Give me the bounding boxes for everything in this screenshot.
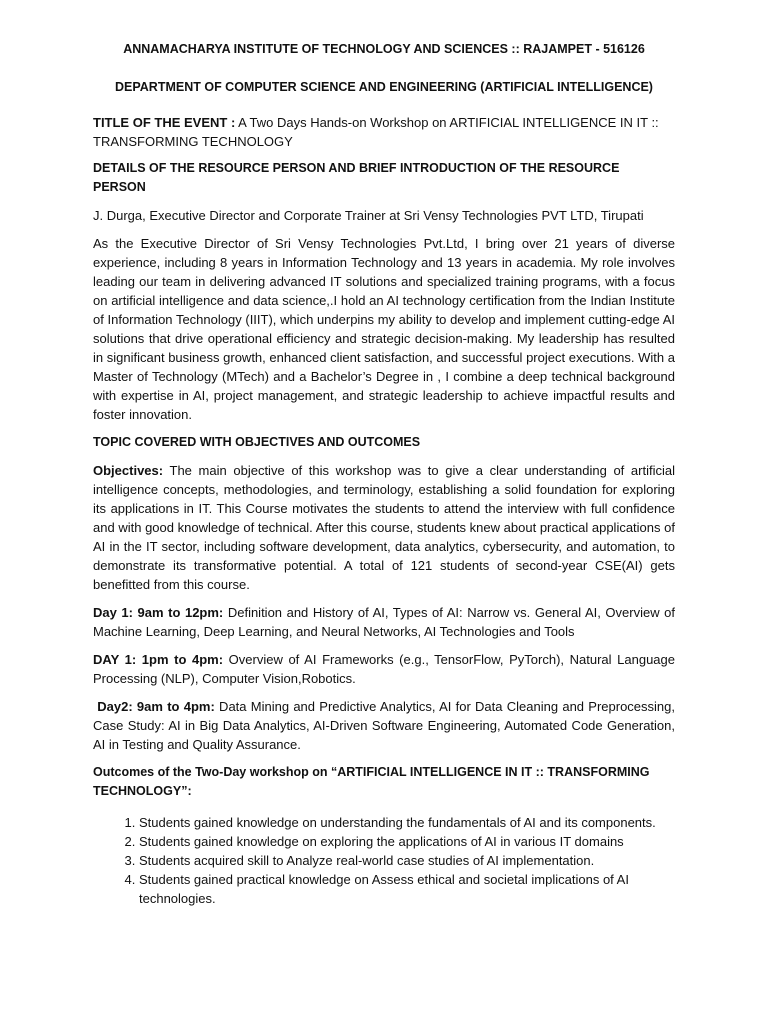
session-label: DAY 1: 1pm to 4pm:: [93, 652, 224, 667]
event-title: A Two Days Hands-on Workshop on ARTIFICIAL INTELLIGENCE IN IT :: TRANSFORMING TECHNOLOGY: [93, 115, 659, 149]
outcome-item: 1. Students gained knowledge on understanding the fundamentals of AI and its components.: [139, 813, 675, 832]
outcome-item: 3. Students acquired skill to Analyze real-world case studies of AI implementation.: [139, 851, 675, 870]
resource-person: J. Durga, Executive Director and Corporate Trainer at Sri Vensy Technologies PVT LTD, Tirupati: [93, 208, 644, 223]
objectives-label: Objectives:: [93, 463, 164, 478]
session-text: Overview of AI Frameworks (e.g., TensorFlow, PyTorch), Natural Language Processing (NLP), Computer Vision,Robotics.: [93, 652, 675, 686]
department-heading: DEPARTMENT OF COMPUTER SCIENCE AND ENGINEERING (ARTIFICIAL INTELLIGENCE): [115, 80, 653, 94]
resource-intro: As the Executive Director of Sri Vensy Technologies Pvt.Ltd, I bring over 21 years of diverse experience, including 8 years in Information Technology and 13 years in academia. My role involves leading our team in delivering advanced IT solutions and specialized training programs, with a focus on artificial intelligence and data science,.I hold an AI technology certification from the Indian Institute of Information Technology (IIIT), which underpins my ability to develop and implement cutting-edge AI solutions that drive operational efficiency and strategic decision-making. My leadership has resulted in significant business growth, enhanced client satisfaction, and successful project executions. With a Master of Technology (MTech) and a Bachelor’s Degree in , I combine a deep technical background with expertise in AI, project management, and strategic leadership to achieve impactful results and foster innovation.: [93, 236, 675, 422]
session-label: Day2: 9am to 4pm:: [93, 699, 215, 714]
objectives-paragraph: [93, 461, 675, 594]
event-title-label: TITLE OF THE EVENT :: [93, 115, 236, 130]
session-paragraph: [93, 697, 675, 754]
session-text: Definition and History of AI, Types of AI: Narrow vs. General AI, Overview of Machine Learning, Deep Learning, and Neural Networks, AI Technologies and Tools: [93, 605, 675, 639]
resource-heading: DETAILS OF THE RESOURCE PERSON AND BRIEF INTRODUCTION OF THE RESOURCE PERSON: [93, 161, 620, 194]
outcome-item: 2. Students gained knowledge on exploring the applications of AI in various IT domains: [139, 832, 675, 851]
session-text: Data Mining and Predictive Analytics, AI for Data Cleaning and Preprocessing, Case Study: AI in Big Data Analytics, AI-Driven Software Engineering, Automated Code Generation, AI in Testing and Quality Assurance.: [93, 699, 676, 752]
institute-heading: ANNAMACHARYA INSTITUTE OF TECHNOLOGY AND SCIENCES :: RAJAMPET - 516126: [123, 42, 645, 56]
objectives-text: The main objective of this workshop was to give a clear understanding of artificial intelligence concepts, methodologies, and terminology, establishing a solid foundation for exploring its applications in IT. This Course motivates the students to attend the interview with full confidence and with good knowledge of technical. After this course, students knew about practical applications of AI in the IT sector, including software development, data analytics, cybersecurity, and automation, to demonstrate its transformative potential. A total of 121 students of second-year CSE(AI) gets benefitted from this course.: [93, 463, 675, 592]
session-paragraph: [93, 603, 675, 641]
event-title-line: [93, 113, 675, 151]
outcomes-list: [93, 813, 675, 908]
outcome-item: 4. Students gained practical knowledge on Assess ethical and societal implications of AI technologies.: [139, 870, 675, 908]
outcomes-heading: Outcomes of the Two-Day workshop on “ARTIFICIAL INTELLIGENCE IN IT :: TRANSFORMING TECHNOLOGY”:: [93, 765, 650, 798]
session-paragraph: [93, 650, 675, 688]
topics-heading: TOPIC COVERED WITH OBJECTIVES AND OUTCOMES: [93, 435, 421, 449]
session-label: Day 1: 9am to 12pm:: [93, 605, 224, 620]
